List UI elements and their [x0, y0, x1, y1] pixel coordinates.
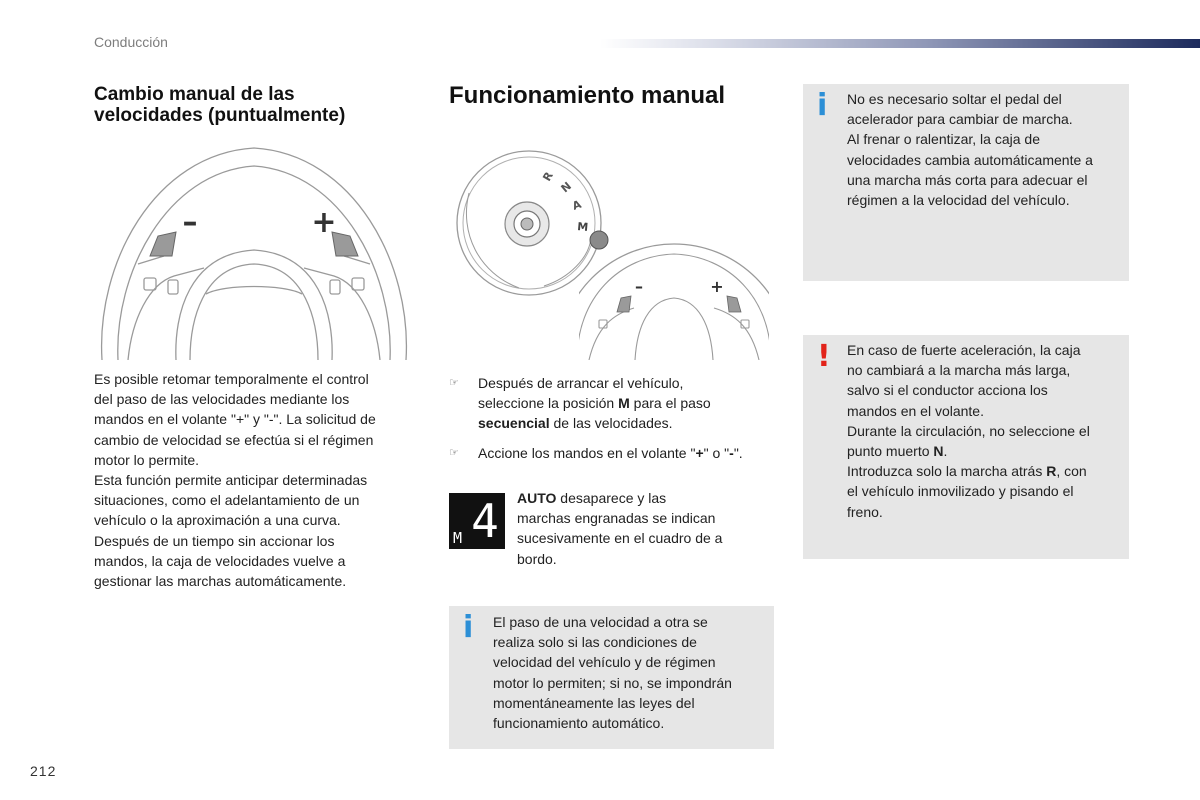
text-line: Es posible retomar temporalmente el control [94, 371, 369, 387]
auto-note [517, 488, 767, 569]
selector-letter: N [558, 179, 574, 196]
text-line: vehículo o la aproximación a una curva. [94, 512, 341, 529]
text-line: no cambiará a la marcha más larga, [847, 362, 1071, 379]
selector-letter: R [540, 169, 556, 184]
title-line: velocidades (puntualmente) [94, 105, 346, 126]
section-label: Conducción [94, 34, 168, 50]
text-line: Introduzca solo la marcha atrás R, con [847, 463, 1087, 480]
text-line: Accione los mandos en el volante "+" o "-". [478, 445, 743, 461]
text-line: bordo. [517, 550, 557, 567]
text-line: motor lo permiten; si no, se impondrán [493, 674, 732, 691]
text-line: AUTO desaparece y las [517, 490, 667, 506]
text-line: mandos en el volante "+" y "-". La solicitud de [94, 411, 376, 428]
text-line: una marcha más corta para adecuar el [847, 171, 1088, 188]
selector-letter: A [570, 197, 584, 213]
text-line: mandos en el volante. [847, 402, 984, 419]
gear-display-icon [449, 493, 505, 549]
warning-box [803, 335, 1129, 559]
step-2 [449, 443, 759, 465]
text-line: En caso de fuerte aceleración, la caja [847, 342, 1081, 358]
page-number: 212 [30, 763, 57, 779]
steering-wheel-illustration [94, 144, 416, 362]
title-line: Cambio manual de las [94, 84, 295, 105]
plus-paddle-label: + [710, 277, 724, 296]
info-box-accelerator [803, 84, 1129, 281]
text-line: acelerador para cambiar de marcha. [847, 111, 1073, 128]
text-line: gestionar las marchas automáticamente. [94, 573, 347, 590]
text-line: secuencial de las velocidades. [478, 415, 673, 432]
arrow-bullet-icon: ☞ [449, 447, 459, 459]
text-line: el vehículo inmovilizado y pisando el [847, 483, 1074, 500]
gear-selector-illustration [449, 148, 769, 364]
warning-icon: ! [817, 339, 831, 374]
info-icon: i [463, 610, 474, 645]
text-line: sucesivamente en el cuadro de a [517, 530, 723, 547]
text-line: El paso de una velocidad a otra se [493, 614, 708, 630]
text-line: cambio de velocidad se efectúa si el régimen [94, 431, 374, 448]
display-mode: M [453, 529, 463, 547]
text-line: Esta función permite anticipar determinadas [94, 472, 368, 489]
selector-letter: M [576, 220, 589, 234]
text-line: del paso de las velocidades mediante los [94, 391, 350, 408]
text-line: Al frenar o ralentizar, la caja de [847, 131, 1040, 148]
text-line: motor lo permite. [94, 451, 200, 468]
step-1 [449, 373, 759, 435]
text-line: situaciones, como el adelantamiento de un [94, 492, 360, 509]
info-box-gear-change [449, 606, 774, 749]
text-line: No es necesario soltar el pedal del [847, 91, 1062, 107]
section-title-manual-change [94, 84, 424, 126]
text-line: marchas engranadas se indican [517, 510, 716, 527]
minus-paddle-label: – [635, 277, 643, 296]
arrow-bullet-icon: ☞ [449, 377, 459, 389]
text-line: freno. [847, 503, 883, 520]
header-bar [600, 39, 1200, 48]
info-icon: i [817, 88, 828, 123]
text-line: realiza solo si las condiciones de [493, 634, 697, 651]
plus-paddle-label: + [311, 205, 337, 240]
text-line: funcionamiento automático. [493, 715, 665, 732]
text-line: régimen a la velocidad del vehículo. [847, 192, 1070, 209]
text-line: punto muerto N. [847, 443, 948, 460]
text-line: momentáneamente las leyes del [493, 694, 695, 711]
text-line: velocidad del vehículo y de régimen [493, 654, 716, 671]
text-line: Durante la circulación, no seleccione el [847, 422, 1090, 439]
display-gear: 4 [471, 494, 499, 548]
text-line: Después de arrancar el vehículo, [478, 375, 684, 391]
text-line: mandos, la caja de velocidades vuelve a [94, 552, 346, 569]
section-title-manual-operation: Funcionamiento manual [449, 82, 726, 109]
minus-paddle-label: – [182, 205, 198, 240]
text-line: Después de un tiempo sin accionar los [94, 532, 335, 549]
text-line: velocidades cambia automáticamente a [847, 151, 1093, 168]
text-line: salvo si el conductor acciona los [847, 382, 1048, 399]
left-paragraphs [94, 369, 416, 591]
text-line: seleccione la posición M para el paso [478, 395, 711, 412]
